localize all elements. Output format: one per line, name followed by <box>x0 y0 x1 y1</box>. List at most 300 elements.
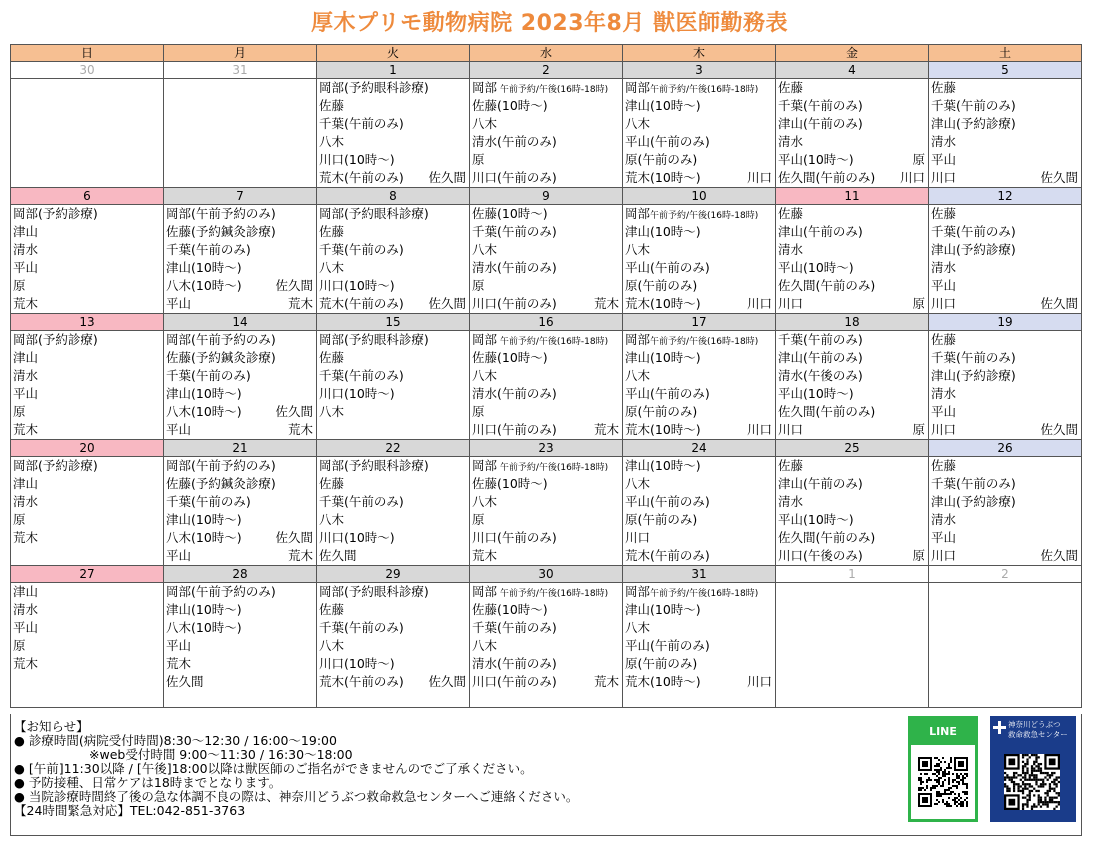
staff-entry <box>929 277 1081 295</box>
staff-name: 津山(午前のみ) <box>778 116 863 131</box>
staff-name: 川口(午後のみ) <box>778 548 863 563</box>
staff-name: 佐久間(午前のみ) <box>778 278 876 293</box>
date-number: 25 <box>776 440 929 457</box>
staff-entry <box>929 457 1081 475</box>
staff-name: 津山(予約診療) <box>931 368 1016 383</box>
staff-entry <box>929 475 1081 493</box>
day-cell <box>623 583 776 708</box>
staff-entry <box>317 277 469 295</box>
staff-name: 平山 <box>931 404 957 419</box>
staff-entry <box>11 331 163 349</box>
staff-entry <box>317 205 469 223</box>
notice-web-hours: ※web受付時間 9:00～11:30 / 16:30～18:00 <box>89 747 353 762</box>
staff-entry <box>623 673 775 691</box>
staff-name: 八木 <box>472 116 498 131</box>
staff-entry <box>776 241 928 259</box>
staff-name: 津山(午前のみ) <box>778 224 863 239</box>
date-row <box>11 314 1082 331</box>
staff-entry <box>623 583 775 601</box>
staff-name: 八木(10時～) <box>166 530 242 545</box>
staff-name: 千葉(午前のみ) <box>931 224 1016 239</box>
staff-name: 佐藤 <box>319 224 345 239</box>
staff-name-right: 佐久間 <box>1040 170 1078 185</box>
staff-name: 津山(10時～) <box>625 602 701 617</box>
staff-name: 津山(10時～) <box>166 260 242 275</box>
date-row <box>11 188 1082 205</box>
date-number: 4 <box>776 62 929 79</box>
day-cell <box>929 457 1082 566</box>
staff-name: 川口(午前のみ) <box>472 674 557 689</box>
notice-heading: 【お知らせ】 <box>14 719 89 734</box>
staff-name-right: 原 <box>912 152 925 167</box>
staff-entry <box>929 169 1081 187</box>
staff-name: 荒木(10時～) <box>625 170 701 185</box>
staff-name: 佐藤(10時～) <box>472 98 548 113</box>
staff-entry <box>11 511 163 529</box>
staff-name: 津山(10時～) <box>625 350 701 365</box>
staff-entry <box>470 367 622 385</box>
staff-name: 平山(午前のみ) <box>625 386 710 401</box>
staff-row <box>11 205 1082 314</box>
staff-entry <box>470 115 622 133</box>
staff-entry <box>929 349 1081 367</box>
staff-name: 津山 <box>13 584 39 599</box>
day-cell <box>470 205 623 314</box>
staff-entry <box>776 331 928 349</box>
staff-name: 平山 <box>166 548 192 563</box>
staff-entry <box>929 133 1081 151</box>
staff-name: 佐藤 <box>319 602 345 617</box>
day-cell <box>623 457 776 566</box>
staff-entry <box>11 367 163 385</box>
date-row <box>11 62 1082 79</box>
date-number: 28 <box>164 566 317 583</box>
staff-name: 佐藤(10時～) <box>472 350 548 365</box>
line-qr-box[interactable] <box>908 716 978 822</box>
staff-name: 川口(10時～) <box>319 278 395 293</box>
staff-entry <box>623 475 775 493</box>
staff-entry <box>623 601 775 619</box>
staff-entry <box>623 277 775 295</box>
staff-name: 川口(午前のみ) <box>472 422 557 437</box>
staff-entry <box>470 133 622 151</box>
staff-entry <box>623 655 775 673</box>
staff-name: 平山 <box>13 386 39 401</box>
staff-name: 岡部 <box>472 584 498 599</box>
date-number: 30 <box>470 566 623 583</box>
day-cell <box>470 79 623 188</box>
staff-name: 津山(10時～) <box>166 512 242 527</box>
staff-name-right: 川口 <box>899 170 925 185</box>
staff-name-right: 川口 <box>746 674 772 689</box>
day-cell <box>776 583 929 708</box>
staff-entry <box>929 385 1081 403</box>
staff-name: 八木(10時～) <box>166 278 242 293</box>
staff-name: 原 <box>13 512 26 527</box>
emergency-center-label <box>990 716 1076 746</box>
staff-name: 川口 <box>625 530 651 545</box>
notice-nomination: ● [午前]11:30以降 / [午後]18:00以降は獣医師のご指名ができませんのでご了承ください。 <box>14 761 533 776</box>
staff-name: 岡部(予約診療) <box>13 332 98 347</box>
staff-entry <box>470 583 622 601</box>
staff-name-right: 荒木 <box>287 296 313 311</box>
staff-name: 岡部(予約眼科診療) <box>319 206 429 221</box>
staff-entry <box>11 583 163 601</box>
staff-entry <box>11 475 163 493</box>
date-number: 2 <box>470 62 623 79</box>
staff-entry <box>623 151 775 169</box>
staff-name-right: 佐久間 <box>275 278 313 293</box>
staff-entry <box>776 151 928 169</box>
staff-name-right: 佐久間 <box>1040 296 1078 311</box>
staff-entry <box>470 619 622 637</box>
staff-note: 午前予約/午後(16時-18時) <box>650 211 759 221</box>
staff-name: 岡部(午前予約のみ) <box>166 458 276 473</box>
staff-name: 八木 <box>472 368 498 383</box>
staff-name: 川口(10時～) <box>319 656 395 671</box>
staff-entry <box>623 421 775 439</box>
day-cell <box>164 79 317 188</box>
staff-name-right: 佐久間 <box>275 404 313 419</box>
staff-entry <box>317 295 469 313</box>
date-number: 31 <box>164 62 317 79</box>
date-number: 29 <box>317 566 470 583</box>
staff-entry <box>11 241 163 259</box>
staff-entry <box>470 295 622 313</box>
staff-name: 千葉(午前のみ) <box>931 476 1016 491</box>
day-cell <box>11 331 164 440</box>
staff-entry <box>317 259 469 277</box>
staff-name: 川口(午前のみ) <box>472 530 557 545</box>
staff-entry <box>11 295 163 313</box>
staff-name: 荒木 <box>13 656 39 671</box>
staff-entry <box>929 511 1081 529</box>
date-number: 23 <box>470 440 623 457</box>
staff-name: 平山 <box>13 260 39 275</box>
staff-name-right: 荒木 <box>593 296 619 311</box>
staff-name: 岡部(午前予約のみ) <box>166 584 276 599</box>
staff-entry <box>623 367 775 385</box>
staff-entry <box>623 115 775 133</box>
staff-name: 清水(午前のみ) <box>472 134 557 149</box>
emergency-center-qr-box[interactable] <box>990 716 1076 822</box>
staff-name: 原 <box>472 512 485 527</box>
staff-name: 八木(10時～) <box>166 404 242 419</box>
staff-name: 清水 <box>13 368 39 383</box>
staff-entry <box>11 259 163 277</box>
staff-entry <box>623 223 775 241</box>
day-cell <box>929 331 1082 440</box>
staff-name: 原(午前のみ) <box>625 278 698 293</box>
staff-name: 岡部(午前予約のみ) <box>166 206 276 221</box>
date-number: 22 <box>317 440 470 457</box>
staff-note: 午前予約/午後(16時-18時) <box>497 463 609 473</box>
notice-emergency: ● 当院診療時間終了後の急な体調不良の際は、神奈川どうぶつ救命救急センターへご連絡ください。 <box>14 789 579 804</box>
staff-name: 津山(午前のみ) <box>778 350 863 365</box>
staff-note: 午前予約/午後(16時-18時) <box>650 85 759 95</box>
staff-entry <box>470 205 622 223</box>
staff-name: 平山 <box>931 530 957 545</box>
staff-name: 平山 <box>166 638 192 653</box>
staff-name: 荒木 <box>13 530 39 545</box>
staff-name: 清水(午前のみ) <box>472 386 557 401</box>
staff-row <box>11 331 1082 440</box>
staff-entry <box>776 385 928 403</box>
staff-name: 八木 <box>472 494 498 509</box>
staff-entry <box>623 259 775 277</box>
staff-entry <box>164 367 316 385</box>
staff-entry <box>776 133 928 151</box>
day-cell <box>164 331 317 440</box>
staff-entry <box>164 349 316 367</box>
date-number: 6 <box>11 188 164 205</box>
staff-name: 佐藤 <box>931 332 957 347</box>
staff-entry <box>623 241 775 259</box>
staff-name-right: 佐久間 <box>1040 548 1078 563</box>
staff-entry <box>470 493 622 511</box>
staff-name: 荒木 <box>13 296 39 311</box>
staff-name-right: 佐久間 <box>1040 422 1078 437</box>
staff-entry <box>317 223 469 241</box>
staff-entry <box>929 403 1081 421</box>
staff-entry <box>317 511 469 529</box>
staff-entry <box>317 619 469 637</box>
staff-name: 清水 <box>931 512 957 527</box>
staff-name-right: 佐久間 <box>428 170 466 185</box>
notice-tel: 【24時間緊急対応】TEL:042-851-3763 <box>14 803 246 818</box>
staff-entry <box>623 619 775 637</box>
staff-entry <box>164 529 316 547</box>
staff-entry <box>470 511 622 529</box>
staff-name: 八木 <box>319 512 345 527</box>
staff-name: 岡部(予約眼科診療) <box>319 332 429 347</box>
staff-entry <box>164 547 316 565</box>
staff-name: 津山(午前のみ) <box>778 476 863 491</box>
staff-entry <box>11 223 163 241</box>
staff-entry <box>164 493 316 511</box>
date-number: 19 <box>929 314 1082 331</box>
staff-entry <box>623 205 775 223</box>
date-number: 11 <box>776 188 929 205</box>
staff-entry <box>164 403 316 421</box>
staff-name: 川口(10時～) <box>319 386 395 401</box>
staff-name: 津山(予約診療) <box>931 494 1016 509</box>
staff-name: 岡部(午前予約のみ) <box>166 332 276 347</box>
date-row <box>11 566 1082 583</box>
staff-entry <box>623 133 775 151</box>
date-number: 1 <box>317 62 470 79</box>
staff-name: 千葉(午前のみ) <box>319 242 404 257</box>
staff-name: 清水 <box>931 260 957 275</box>
staff-name: 津山 <box>13 350 39 365</box>
staff-name: 津山(10時～) <box>166 602 242 617</box>
staff-entry <box>776 421 928 439</box>
staff-name: 荒木(午前のみ) <box>625 548 710 563</box>
staff-entry <box>776 511 928 529</box>
staff-entry <box>929 223 1081 241</box>
staff-entry <box>164 655 316 673</box>
staff-name-right: 荒木 <box>287 548 313 563</box>
day-cell <box>470 457 623 566</box>
staff-name: 荒木(10時～) <box>625 674 701 689</box>
staff-name-right: 佐久間 <box>275 530 313 545</box>
staff-entry <box>623 511 775 529</box>
staff-name: 清水 <box>778 494 804 509</box>
staff-name: 清水 <box>931 386 957 401</box>
weekday-header: 日 <box>11 45 164 62</box>
staff-name: 原 <box>13 278 26 293</box>
staff-name-right: 佐久間 <box>428 296 466 311</box>
staff-entry <box>623 169 775 187</box>
staff-name: 津山(予約診療) <box>931 242 1016 257</box>
staff-entry <box>929 547 1081 565</box>
day-cell <box>11 457 164 566</box>
staff-name: 佐藤 <box>319 350 345 365</box>
staff-name: 岡部 <box>472 80 498 95</box>
staff-row <box>11 583 1082 708</box>
staff-entry <box>317 457 469 475</box>
staff-name: 佐久間 <box>319 548 357 563</box>
staff-name: 千葉(午前のみ) <box>319 620 404 635</box>
staff-entry <box>11 529 163 547</box>
staff-entry <box>776 223 928 241</box>
staff-name: 清水 <box>13 602 39 617</box>
date-number: 15 <box>317 314 470 331</box>
staff-name: 佐藤 <box>931 80 957 95</box>
emergency-center-label-1: 神奈川どうぶつ <box>1008 720 1061 729</box>
staff-name: 佐藤(10時～) <box>472 602 548 617</box>
staff-entry <box>623 97 775 115</box>
staff-entry <box>317 385 469 403</box>
weekday-header: 水 <box>470 45 623 62</box>
staff-entry <box>929 205 1081 223</box>
staff-entry <box>470 241 622 259</box>
day-cell <box>164 205 317 314</box>
staff-entry <box>623 331 775 349</box>
staff-name: 荒木(10時～) <box>625 296 701 311</box>
weekday-header: 土 <box>929 45 1082 62</box>
staff-entry <box>929 79 1081 97</box>
date-number: 1 <box>776 566 929 583</box>
staff-entry <box>776 97 928 115</box>
staff-name: 八木 <box>472 638 498 653</box>
staff-name: 川口(午前のみ) <box>472 170 557 185</box>
staff-row <box>11 79 1082 188</box>
date-number: 16 <box>470 314 623 331</box>
staff-entry <box>470 223 622 241</box>
staff-name-right: 原 <box>912 548 925 563</box>
staff-entry <box>929 259 1081 277</box>
notice-care: ● 予防接種、日常ケアは18時までとなります。 <box>14 775 282 790</box>
staff-entry <box>164 673 316 691</box>
staff-name: 佐久間(午前のみ) <box>778 530 876 545</box>
staff-name: 八木 <box>319 638 345 653</box>
staff-name: 八木 <box>319 404 345 419</box>
staff-name: 佐久間(午前のみ) <box>778 404 876 419</box>
date-number: 21 <box>164 440 317 457</box>
staff-entry <box>470 385 622 403</box>
staff-entry <box>317 115 469 133</box>
date-number: 20 <box>11 440 164 457</box>
staff-name: 千葉(午前のみ) <box>472 224 557 239</box>
staff-entry <box>11 349 163 367</box>
staff-entry <box>623 403 775 421</box>
staff-name: 川口 <box>931 170 957 185</box>
day-cell <box>317 457 470 566</box>
staff-name-right: 川口 <box>746 296 772 311</box>
staff-name: 千葉(午前のみ) <box>319 116 404 131</box>
staff-name: 千葉(午前のみ) <box>319 494 404 509</box>
staff-name: 平山 <box>166 422 192 437</box>
cross-icon <box>993 721 1006 734</box>
staff-name: 荒木 <box>472 548 498 563</box>
day-cell <box>929 583 1082 708</box>
staff-note: 午前予約/午後(16時-18時) <box>650 589 759 599</box>
date-number: 8 <box>317 188 470 205</box>
weekday-header: 火 <box>317 45 470 62</box>
date-number: 13 <box>11 314 164 331</box>
staff-entry <box>776 115 928 133</box>
staff-name: 清水(午前のみ) <box>472 260 557 275</box>
staff-entry <box>623 457 775 475</box>
staff-entry <box>164 637 316 655</box>
staff-name: 原 <box>472 404 485 419</box>
staff-name: 原(午前のみ) <box>625 152 698 167</box>
staff-entry <box>776 79 928 97</box>
staff-name: 佐藤 <box>931 206 957 221</box>
staff-name: 八木 <box>625 368 651 383</box>
staff-name: 原(午前のみ) <box>625 404 698 419</box>
staff-name: 岡部(予約眼科診療) <box>319 584 429 599</box>
staff-name: 千葉(午前のみ) <box>166 494 251 509</box>
staff-name: 八木 <box>319 260 345 275</box>
staff-name: 津山 <box>13 224 39 239</box>
day-cell <box>470 583 623 708</box>
staff-entry <box>776 547 928 565</box>
staff-name: 原 <box>472 278 485 293</box>
staff-entry <box>164 457 316 475</box>
staff-entry <box>11 403 163 421</box>
date-number: 18 <box>776 314 929 331</box>
weekday-header: 金 <box>776 45 929 62</box>
staff-name: 千葉(午前のみ) <box>931 98 1016 113</box>
staff-entry <box>623 547 775 565</box>
staff-entry <box>11 421 163 439</box>
staff-entry <box>776 277 928 295</box>
staff-entry <box>776 259 928 277</box>
staff-entry <box>11 601 163 619</box>
staff-entry <box>164 277 316 295</box>
staff-name: 荒木 <box>166 656 192 671</box>
date-number: 27 <box>11 566 164 583</box>
day-cell <box>317 79 470 188</box>
staff-entry <box>164 241 316 259</box>
staff-entry <box>11 655 163 673</box>
staff-name: 千葉(午前のみ) <box>166 242 251 257</box>
staff-name: 岡部 <box>472 332 498 347</box>
staff-name: 荒木(午前のみ) <box>319 170 404 185</box>
staff-name: 平山(午前のみ) <box>625 638 710 653</box>
staff-name: 岡部 <box>625 584 651 599</box>
staff-name: 八木 <box>625 242 651 257</box>
staff-name: 佐藤 <box>778 80 804 95</box>
staff-entry <box>317 673 469 691</box>
staff-entry <box>776 403 928 421</box>
staff-entry <box>776 475 928 493</box>
staff-note: 午前予約/午後(16時-18時) <box>497 337 609 347</box>
staff-entry <box>317 475 469 493</box>
staff-name: 佐藤 <box>319 476 345 491</box>
